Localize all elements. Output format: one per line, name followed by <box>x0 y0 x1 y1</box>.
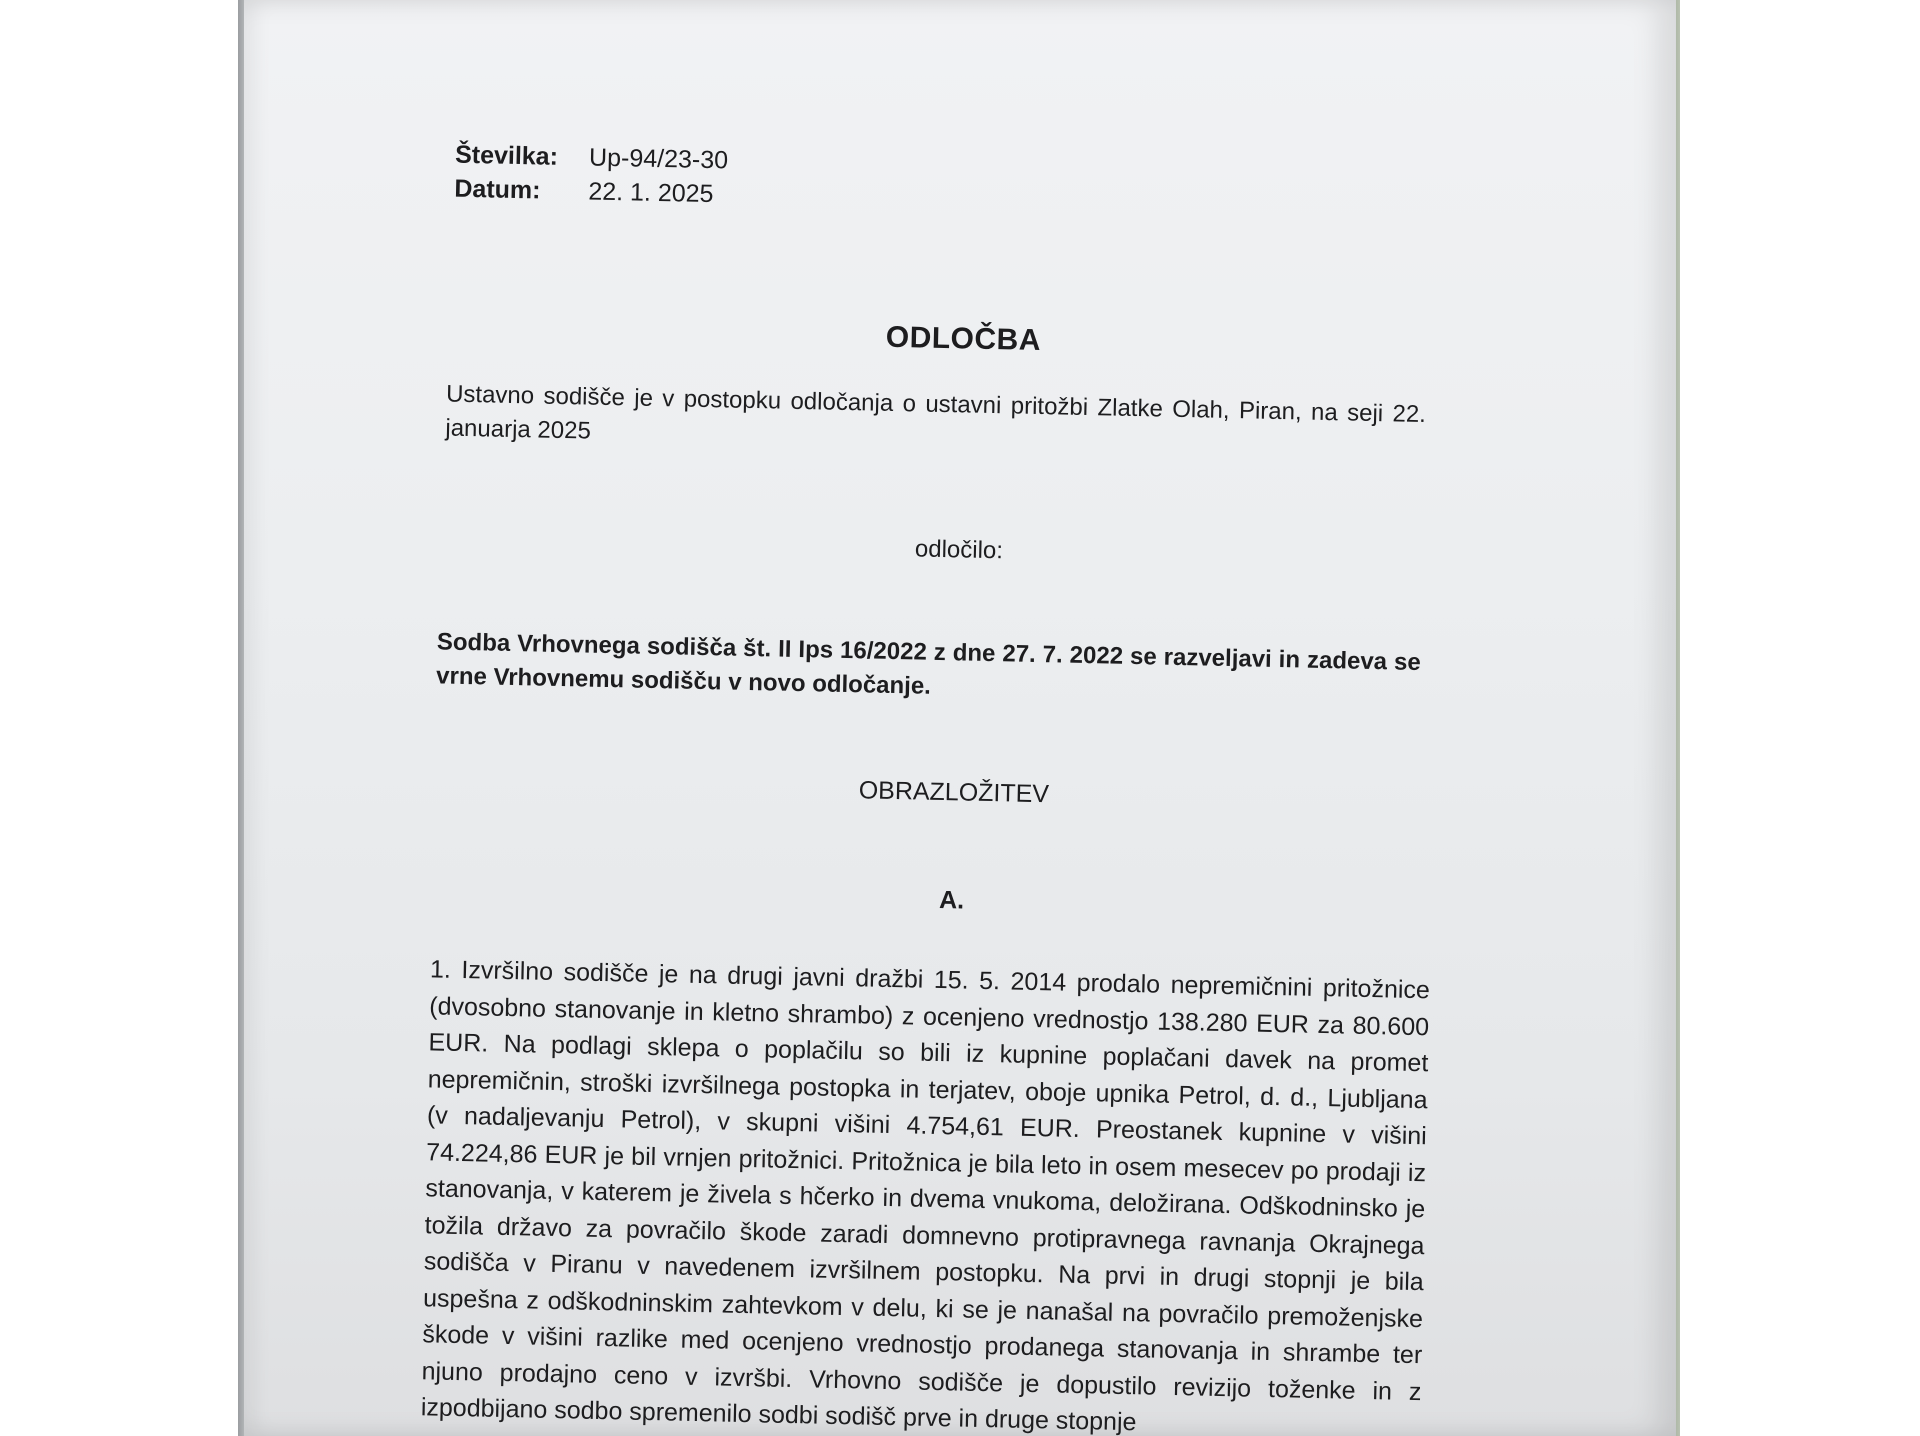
section-letter: A. <box>938 885 965 915</box>
document-meta <box>454 138 728 212</box>
date-label: Datum: <box>454 174 541 205</box>
decided-line: odločilo: <box>914 535 1004 565</box>
date-value: 22. 1. 2025 <box>588 177 714 209</box>
case-number-value: Up-94/23-30 <box>588 143 729 175</box>
case-number-label: Številka: <box>454 140 559 171</box>
ruling-paragraph: Sodba Vrhovnega sodišča št. II Ips 16/2022 z dne 27. 7. 2022 se razveljavi in zadeva se vrne Vrhovnemu sodišču v novo odločanje. <box>435 628 1421 700</box>
intro-paragraph: Ustavno sodišče je v postopku odločanja o ustavni pritožbi Zlatke Olah, Piran, na seji 22. januarja 2025 <box>445 380 1427 445</box>
reasoning-heading: OBRAZLOŽITEV <box>858 776 1050 809</box>
document-title: ODLOČBA <box>885 320 1042 357</box>
date-row <box>454 172 728 212</box>
document-page <box>244 0 1676 1436</box>
paragraph-1: 1. Izvršilno sodišče je na drugi javni dražbi 15. 5. 2014 prodalo nepremičnini pritožnice (dvosobno stanovanje in kletno shrambo) z ocenjeno vrednostjo 138.280 EUR za 80.600 EUR. Na podlagi sklepa o poplačilu so bili iz kupnine poplačani davek na promet nepremičnin, stroški izvršilnega postopka in terjatev, oboje upnika Petrol, d. d., Ljubljana (v nadaljevanju Petrol), v skupni višini 4.754,61 EUR. Preostanek kupnine v višini 74.224,86 EUR je bil vrnjen pritožnici. Pritožnica je bila leto in osem mesecev po prodaji iz stanovanja, v katerem je živela s hčerko in dvema vnukoma, deložirana. Odškodninsko je tožila državo za povračilo škode zaradi domnevno protipravnega ravnanja Okrajnega sodišča v Piranu v navedenem izvršilnem postopku. Na prvi in drugi stopnji je bila uspešna z odškodninskim zahtevkom v delu, ki se je nanašal na povračilo premoženjske škode v višini razlike med ocenjeno vrednostjo prodanega stanovanja in shrambe ter njuno prodajno ceno v izvršbi. Vrhovno sodišče je dopustilo revizijo toženke in z izpodbijano sodbo spremenilo sodbi sodišč prve in druge stopnje <box>420 955 1431 1436</box>
case-number-row <box>455 138 729 178</box>
page-content <box>225 0 1687 1436</box>
